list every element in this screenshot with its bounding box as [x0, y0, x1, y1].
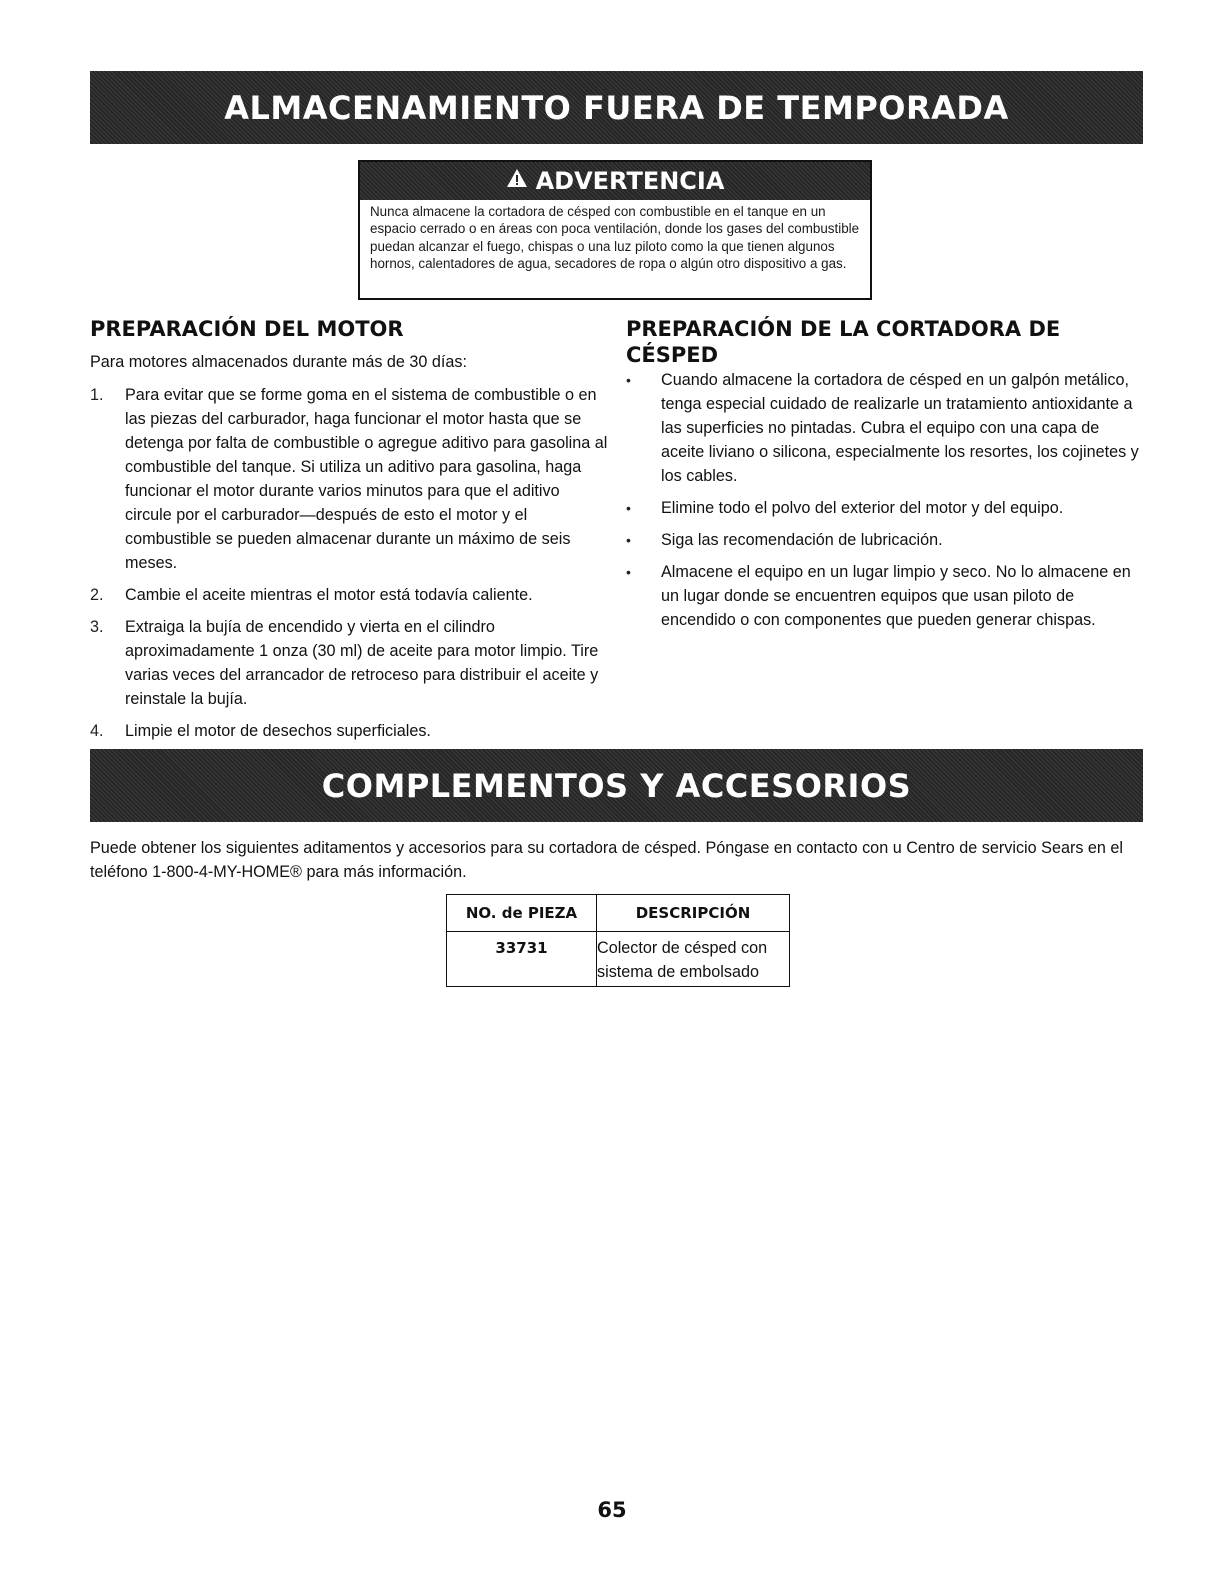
warning-title: ADVERTENCIA	[535, 167, 725, 195]
engine-preparation-section	[90, 316, 610, 751]
step-number: 2.	[90, 586, 104, 604]
bullet-text: Siga las recomendación de lubricación.	[661, 531, 943, 549]
step-text: Limpie el motor de desechos superficiales.	[125, 722, 431, 740]
warning-header	[360, 162, 870, 200]
mower-bullet-list	[626, 368, 1146, 632]
list-item	[90, 583, 610, 607]
list-item	[626, 560, 1146, 632]
bullet-icon: •	[626, 564, 631, 580]
page-number: 65	[597, 1498, 627, 1522]
list-item	[90, 383, 610, 575]
mower-preparation-section	[626, 316, 1146, 640]
section-banner-storage	[90, 71, 1143, 144]
list-item	[626, 368, 1146, 488]
warning-box	[358, 160, 872, 300]
mower-heading: PREPARACIÓN DE LA CORTADORA DE CÉSPED	[626, 317, 1061, 367]
part-number-cell: 33731	[447, 932, 597, 987]
engine-intro: Para motores almacenados durante más de 30 días:	[90, 353, 468, 371]
engine-heading: PREPARACIÓN DEL MOTOR	[90, 317, 404, 341]
table-row	[447, 932, 790, 987]
step-number: 4.	[90, 722, 104, 740]
step-text: Cambie el aceite mientras el motor está todavía caliente.	[125, 586, 533, 604]
warning-text: Nunca almacene la cortadora de césped con combustible en el tanque en un espacio cerrado o en áreas con poca ventilación, donde los gases del combustible puedan alcanzar el fuego, chispas o una luz piloto como la que tienen algunos hornos, calentadores de agua, secadores de ropa o algún otro dispositivo a gas.	[370, 204, 860, 272]
column-header-description: DESCRIPCIÓN	[597, 895, 790, 932]
section-banner-accessories	[90, 749, 1143, 822]
engine-steps-list	[90, 383, 610, 743]
bullet-text: Almacene el equipo en un lugar limpio y seco. No lo almacene en un lugar donde se encuentren equipos que usan piloto de encendido o con componentes que pueden generar chispas.	[661, 563, 1131, 629]
list-item	[90, 719, 610, 743]
list-item	[626, 496, 1146, 520]
step-number: 1.	[90, 386, 104, 404]
description-cell: Colector de césped con sistema de embolsado	[597, 932, 790, 987]
step-number: 3.	[90, 618, 104, 636]
table-header-row	[447, 895, 790, 932]
step-text: Extraiga la bujía de encendido y vierta en el cilindro aproximadamente 1 onza (30 ml) de aceite para motor limpio. Tire varias veces del arrancador de retroceso para distribuir el aceite y reinstale la bujía.	[125, 618, 599, 708]
bullet-icon: •	[626, 500, 631, 516]
list-item	[90, 615, 610, 711]
bullet-text: Cuando almacene la cortadora de césped en un galpón metálico, tenga especial cuidado de realizarle un tratamiento antioxidante a las superficies no pintadas. Cubra el equipo con una capa de aceite liviano o silicona, especialmente los resortes, los cojinetes y los cables.	[661, 371, 1139, 485]
bullet-icon: •	[626, 532, 631, 548]
bullet-text: Elimine todo el polvo del exterior del motor y del equipo.	[661, 499, 1064, 517]
parts-table	[446, 894, 790, 987]
step-text: Para evitar que se forme goma en el sistema de combustible o en las piezas del carburador, haga funcionar el motor hasta que se detenga por falta de combustible o agregue aditivo para gasolina al combustible del tanque. Si utiliza un aditivo para gasolina, haga funcionar el motor durante varios minutos para que el aditivo circule por el carburador—después de esto el motor y el combustible se pueden almacenar durante un máximo de seis meses.	[125, 386, 608, 572]
column-header-part-number: NO. de PIEZA	[447, 895, 597, 932]
bullet-icon: •	[626, 372, 631, 388]
accessories-paragraph: Puede obtener los siguientes aditamentos y accesorios para su cortadora de césped. Póngase en contacto con u Centro de servicio Sears en el teléfono 1-800-4-MY-HOME® para más información.	[90, 839, 1124, 881]
warning-triangle-icon	[506, 168, 528, 194]
list-item	[626, 528, 1146, 552]
section-title-storage: ALMACENAMIENTO FUERA DE TEMPORADA	[224, 88, 1009, 127]
section-title-accessories: COMPLEMENTOS Y ACCESORIOS	[321, 766, 912, 805]
